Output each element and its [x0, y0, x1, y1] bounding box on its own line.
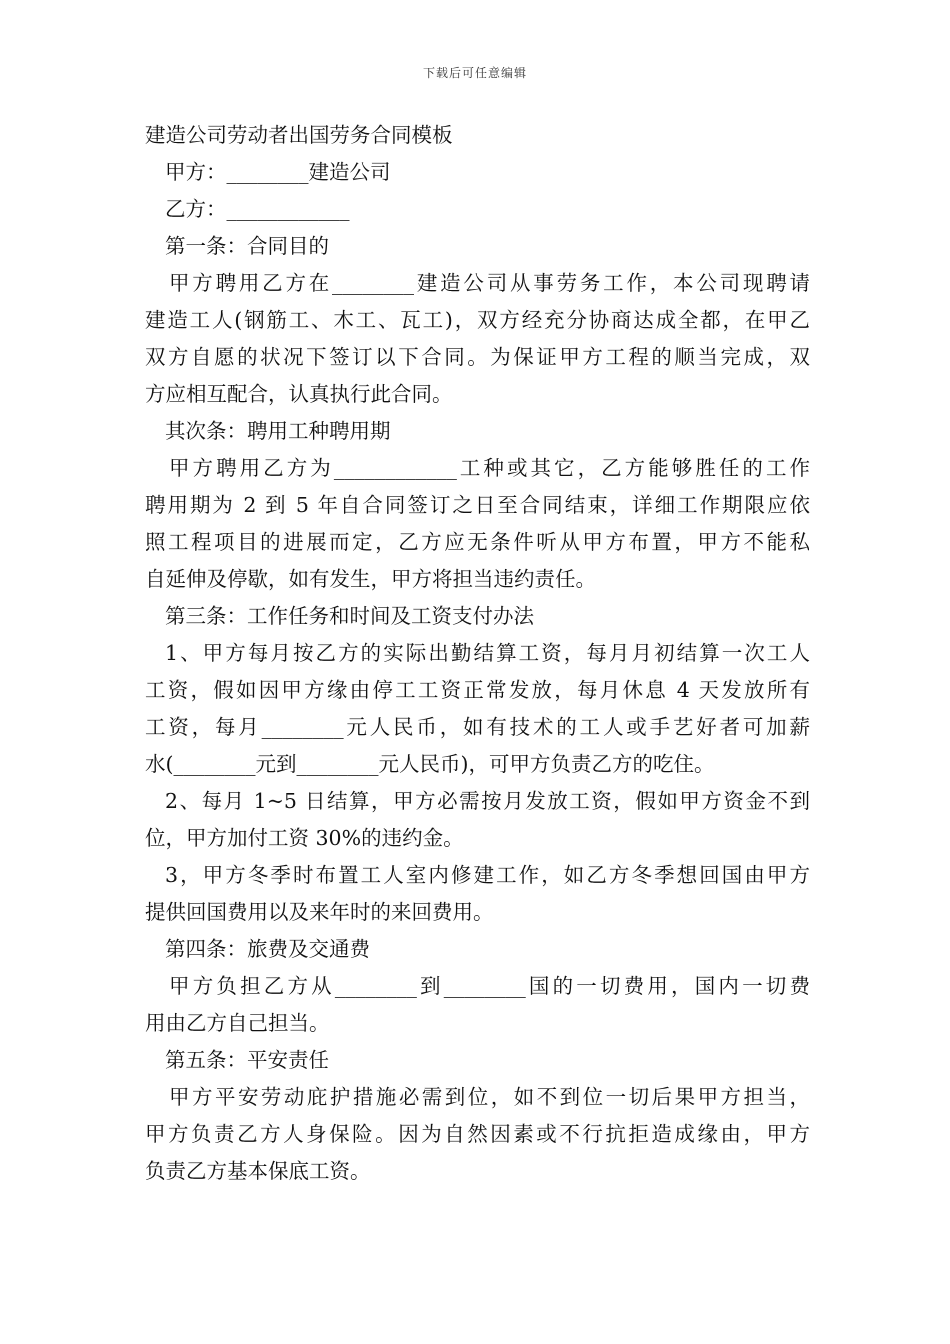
article-1-heading: 第一条：合同目的	[165, 234, 329, 258]
article-3-item-3-line: 3，甲方冬季时布置工人室内修建工作，如乙方冬季想回国由甲方	[165, 863, 810, 887]
article-1-line: 双方自愿的状况下签订以下合同。为保证甲方工程的顺当完成，双	[145, 345, 810, 369]
article-3-item-1-line: 工资，每月________元人民币，如有技术的工人或手艺好者可加薪	[145, 715, 810, 739]
article-1-line: 方应相互配合，认真执行此合同。	[145, 382, 453, 406]
article-3-item-3-line: 提供回国费用以及来年时的来回费用。	[145, 900, 494, 924]
article-2-line: 甲方聘用乙方为____________工种或其它，乙方能够胜任的工作	[169, 456, 810, 480]
article-3-heading: 第三条：工作任务和时间及工资支付办法	[165, 604, 534, 628]
article-3-item-1-line: 1、甲方每月按乙方的实际出勤结算工资，每月月初结算一次工人	[165, 641, 810, 665]
article-3-item-1-line: 水(________元到________元人民币)，可甲方负责乙方的吃住。	[145, 752, 715, 776]
article-5-line: 甲方平安劳动庇护措施必需到位，如不到位一切后果甲方担当，	[169, 1085, 810, 1109]
article-5-line: 甲方负责乙方人身保险。因为自然因素或不行抗拒造成缘由，甲方	[145, 1122, 810, 1146]
article-2-line: 聘用期为 2 到 5 年自合同签订之日至合同结束，详细工作期限应依	[145, 493, 810, 517]
article-2-line: 照工程项目的进展而定，乙方应无条件听从甲方布置，甲方不能私	[145, 530, 810, 554]
article-5-line: 负责乙方基本保底工资。	[145, 1159, 371, 1183]
document-title: 建造公司劳动者出国劳务合同模板	[145, 123, 453, 147]
article-3-item-2-line: 位，甲方加付工资 30%的违约金。	[145, 826, 464, 850]
article-1-line: 建造工人(钢筋工、木工、瓦工)，双方经充分协商达成全都，在甲乙	[145, 308, 810, 332]
article-2-line: 自延伸及停歇，如有发生，甲方将担当违约责任。	[145, 567, 596, 591]
article-3-item-2-line: 2、每月 1~5 日结算，甲方必需按月发放工资，假如甲方资金不到	[165, 789, 810, 813]
article-2-heading: 其次条：聘用工种聘用期	[165, 419, 391, 443]
party-a-line: 甲方：________建造公司	[165, 160, 391, 184]
article-5-heading: 第五条：平安责任	[165, 1048, 329, 1072]
article-4-line: 甲方负担乙方从________到________国的一切费用，国内一切费	[169, 974, 810, 998]
article-1-line: 甲方聘用乙方在________建造公司从事劳务工作，本公司现聘请	[169, 271, 810, 295]
article-4-line: 用由乙方自己担当。	[145, 1011, 330, 1035]
article-3-item-1-line: 工资，假如因甲方缘由停工工资正常发放，每月休息 4 天发放所有	[145, 678, 810, 702]
article-4-heading: 第四条：旅费及交通费	[165, 937, 370, 961]
document-body	[145, 117, 810, 1190]
page-header-note: 下载后可任意编辑	[422, 66, 527, 80]
party-b-line: 乙方：____________	[165, 197, 350, 221]
